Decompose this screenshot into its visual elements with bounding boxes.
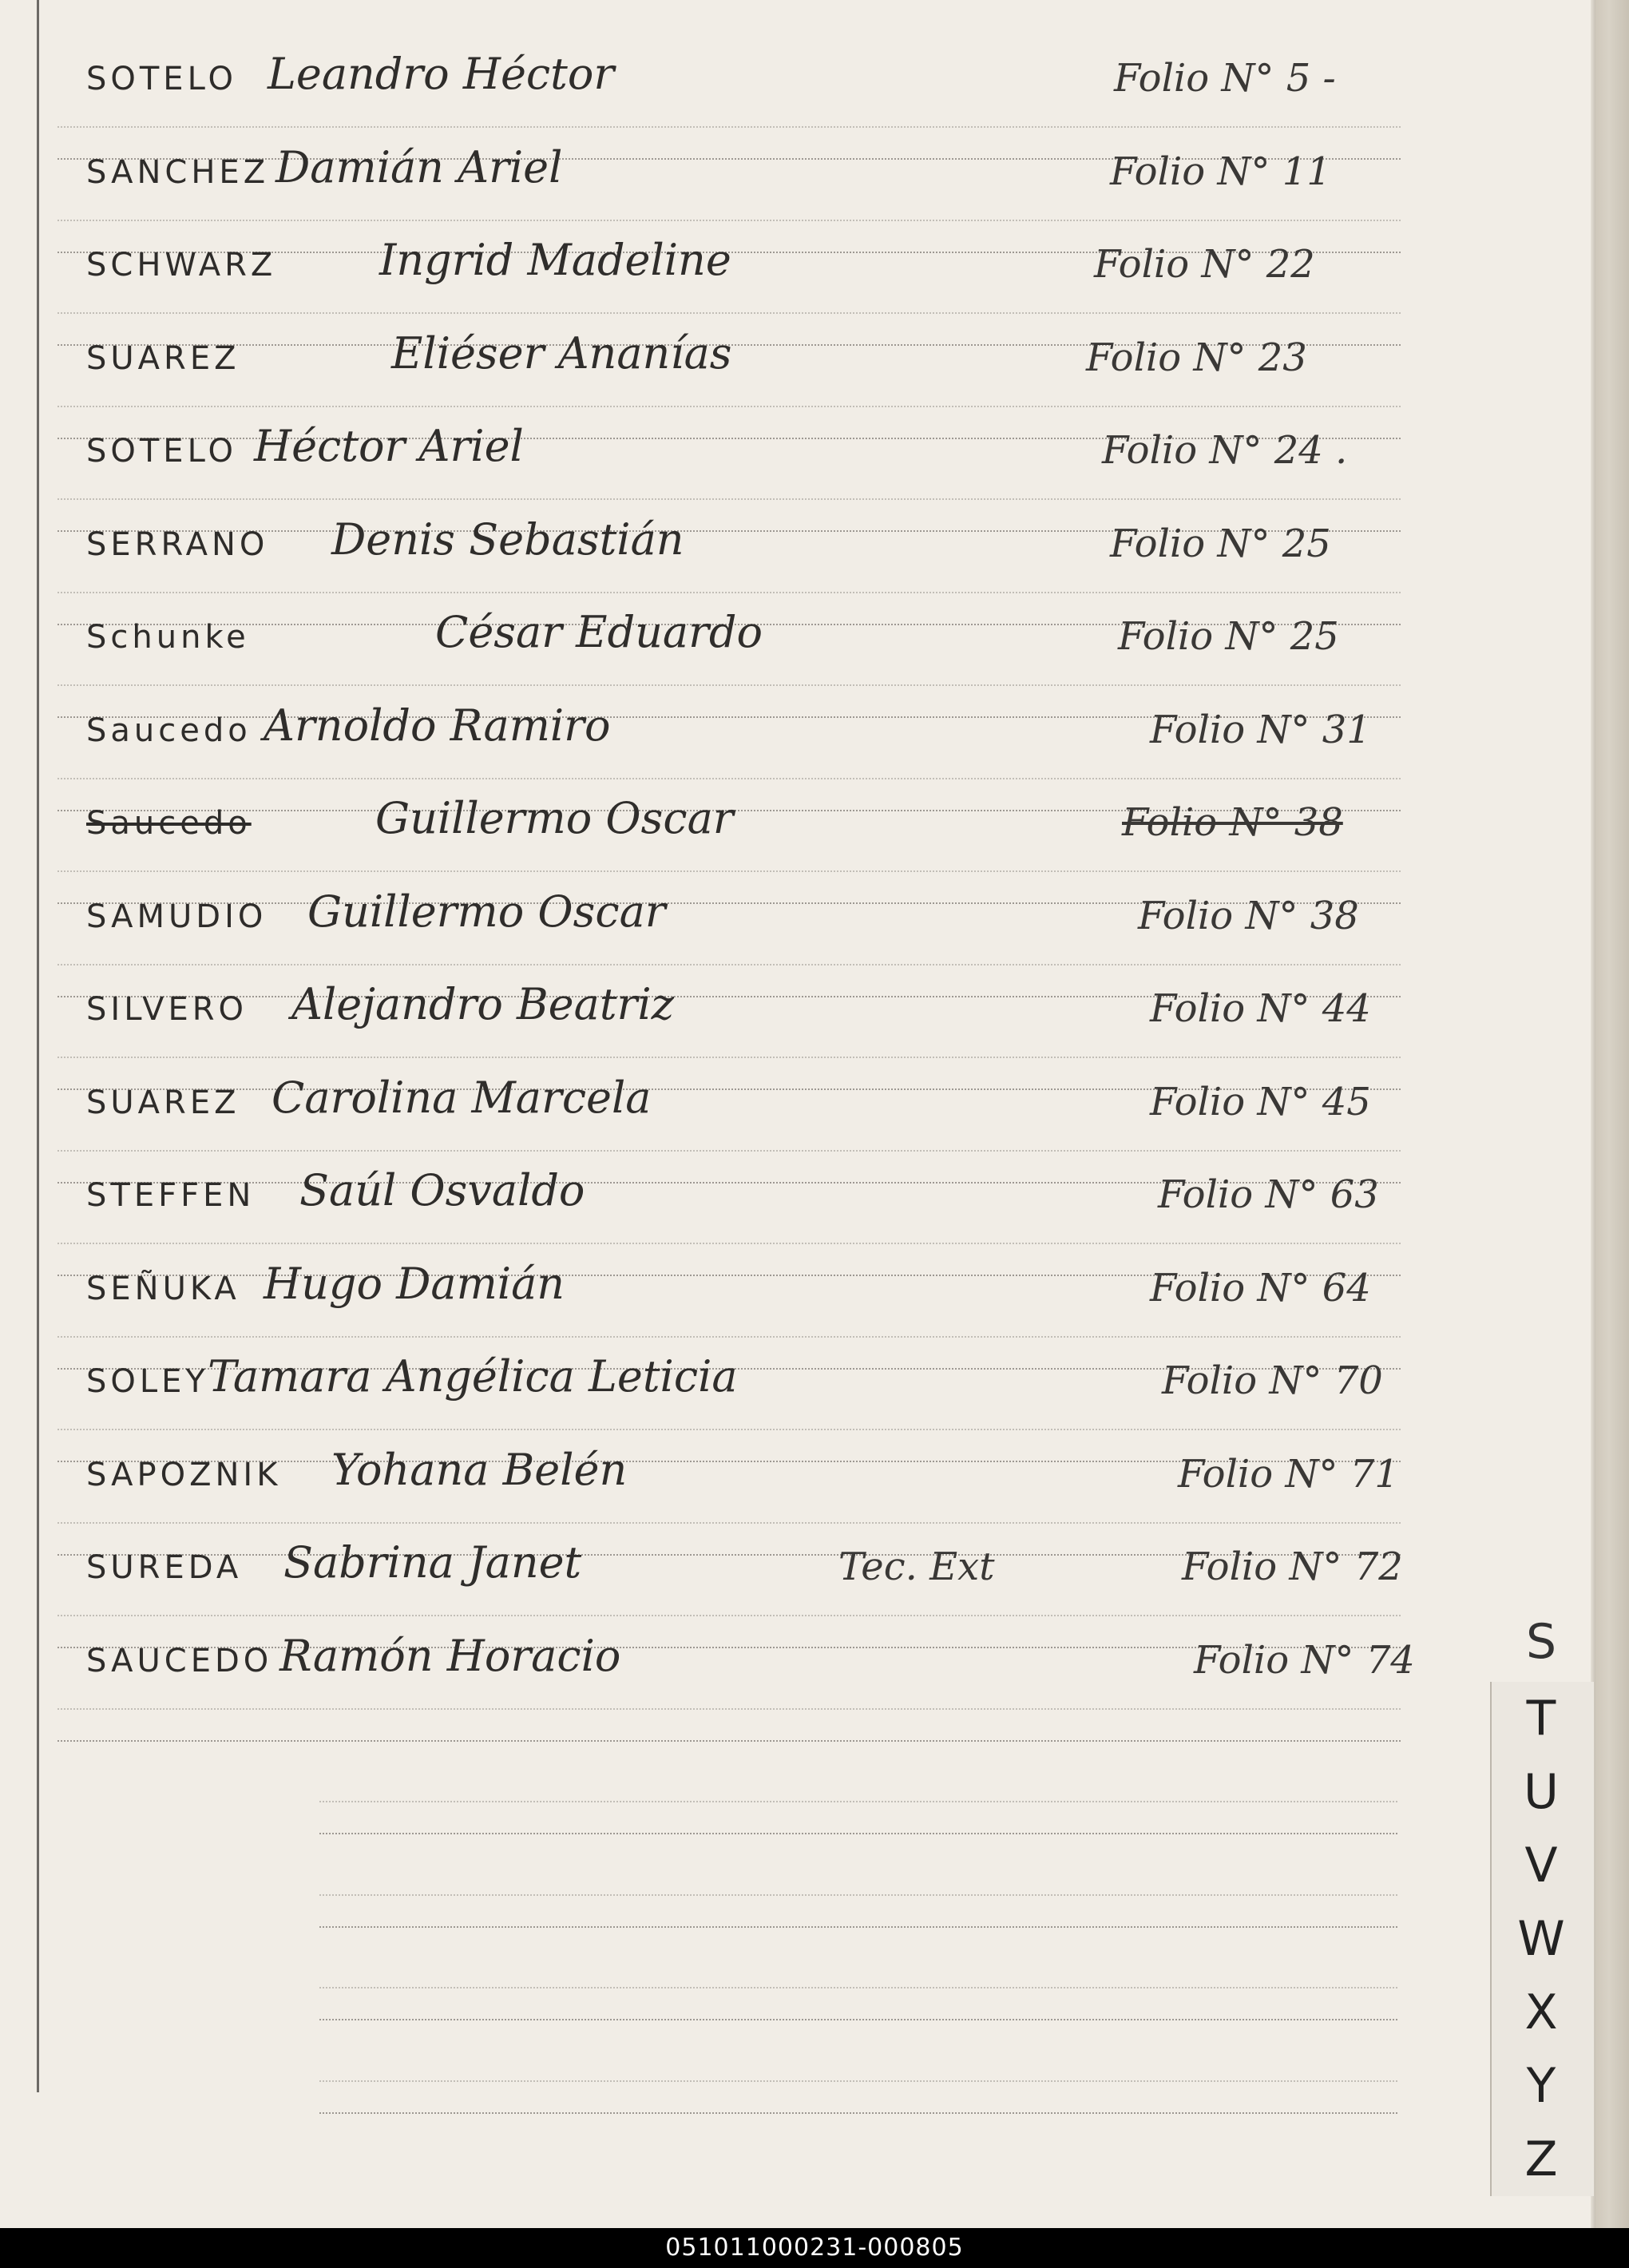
entry-folio: Folio N° 72 [1182,1544,1403,1589]
entry-folio: Folio N° 38 [1138,893,1359,938]
entry-given-names: Leandro Héctor [268,49,615,99]
entry-folio: Folio N° 70 [1162,1358,1383,1403]
entry-folio: Folio N° 24 . [1102,428,1348,473]
entry-given-names: Hugo Damián [264,1258,565,1309]
list-item [0,886,1589,950]
ruled-line [319,1833,1397,1834]
entry-surname: Schunke [86,619,250,656]
entry-surname: SOTELO [86,61,237,97]
ruled-line [57,1057,1401,1058]
list-item [0,793,1589,856]
document-id: 051011000231-000805 [665,2234,964,2262]
entry-given-names: Guillermo Oscar [307,886,666,937]
ruled-line [57,1429,1401,1430]
index-tab-w[interactable]: W [1517,1911,1565,1967]
ruled-line [319,1926,1397,1928]
ruled-line [57,684,1401,686]
list-item [0,1630,1589,1694]
index-tab-y[interactable]: Y [1526,2058,1556,2114]
ruled-line [57,1708,1401,1710]
entry-given-names: Sabrina Janet [283,1537,582,1588]
ruled-line [57,1150,1401,1152]
entry-note: Tec. Ext [838,1544,995,1589]
entry-given-names: Ramón Horacio [279,1630,621,1681]
ruled-line [319,2019,1397,2020]
entry-surname: SOTELO [86,433,237,470]
index-tab-t[interactable]: T [1526,1691,1556,1747]
ruled-line [57,778,1401,779]
list-item [0,1351,1589,1414]
entry-surname: SEÑUKA [86,1270,240,1307]
ruled-line [57,1336,1401,1338]
index-tab-z[interactable]: Z [1524,2131,1558,2187]
entry-given-names: Alejandro Beatriz [291,979,675,1029]
entry-folio: Folio N° 25 [1118,614,1339,659]
ruled-line [57,126,1401,128]
binder-edge [1595,0,1629,2228]
list-item [0,1537,1589,1600]
ruled-line [57,1740,1401,1742]
alphabet-index-tabs [1490,1605,1592,2187]
ruled-line [57,964,1401,965]
entry-given-names: Arnoldo Ramiro [264,700,611,751]
entry-given-names: Denis Sebastián [331,513,684,565]
entry-surname: SCHWARZ [86,247,277,284]
entry-surname: SUAREZ [86,1084,240,1121]
entry-surname: SOLEY [86,1363,209,1400]
list-item [0,327,1589,391]
entry-folio: Folio N° 22 [1094,242,1315,287]
document-id-footer [0,2228,1629,2268]
index-tab-s[interactable]: S [1525,1614,1557,1670]
list-item [0,1444,1589,1508]
entry-given-names: Saúl Osvaldo [299,1165,585,1215]
entry-surname: SILVERO [86,991,248,1028]
list-item [0,421,1589,484]
entry-folio: Folio N° 45 [1150,1079,1371,1124]
entry-given-names: Carolina Marcela [272,1072,652,1123]
entry-given-names: Damián Ariel [275,141,563,192]
ruled-line [57,498,1401,500]
entry-folio: Folio N° 38 [1122,800,1343,845]
ruled-line [319,2080,1397,2082]
ruled-line [319,1894,1397,1896]
entry-folio: Folio N° 23 [1086,335,1307,380]
index-tab-v[interactable]: V [1524,1838,1558,1893]
entry-surname: SUAREZ [86,339,240,377]
entry-surname: STEFFEN [86,1177,256,1214]
ruled-line [319,2112,1397,2114]
entry-surname: SANCHEZ [86,153,270,191]
ruled-line [57,1243,1401,1244]
list-item [0,513,1589,577]
entry-surname: SAUCEDO [86,1642,273,1679]
ruled-line [319,1987,1397,1988]
list-item [0,235,1589,298]
entry-given-names: Eliéser Ananías [391,327,732,379]
entry-surname: SAPOZNIK [86,1456,282,1493]
entry-folio: Folio N° 5 - [1114,56,1336,101]
entry-surname: SERRANO [86,525,269,563]
entry-given-names: Yohana Belén [331,1444,628,1495]
entry-folio: Folio N° 71 [1178,1451,1399,1497]
entry-given-names: César Eduardo [435,607,763,657]
index-tab-x[interactable]: X [1524,1985,1558,2040]
list-item [0,700,1589,763]
entry-surname: SUREDA [86,1549,243,1586]
entry-given-names: Héctor Ariel [254,421,524,471]
ruled-line [319,1801,1397,1802]
entry-surname: Saucedo [86,805,252,842]
ruled-line [57,870,1401,872]
list-item [0,141,1589,205]
entry-folio: Folio N° 31 [1150,707,1371,752]
entry-given-names: Tamara Angélica Leticia [208,1351,738,1402]
entry-given-names: Guillermo Oscar [375,793,734,843]
entry-folio: Folio N° 64 [1150,1265,1371,1310]
list-item [0,607,1589,670]
ruled-line [57,1615,1401,1616]
entry-folio: Folio N° 74 [1194,1637,1415,1683]
index-tab-u[interactable]: U [1524,1764,1559,1820]
ruled-line [57,592,1401,593]
entry-given-names: Ingrid Madeline [379,235,731,285]
list-item [0,1165,1589,1228]
ruled-line [57,406,1401,407]
entry-folio: Folio N° 11 [1110,149,1331,194]
entry-folio: Folio N° 25 [1110,521,1331,566]
entry-surname: SAMUDIO [86,898,268,935]
list-item [0,979,1589,1042]
entry-folio: Folio N° 44 [1150,986,1371,1031]
list-item [0,49,1589,112]
list-item [0,1258,1589,1322]
entry-surname: Saucedo [86,712,252,749]
ruled-line [57,220,1401,221]
ruled-line [57,1522,1401,1524]
ruled-line [57,312,1401,314]
entry-folio: Folio N° 63 [1158,1172,1379,1217]
list-item [0,1072,1589,1136]
